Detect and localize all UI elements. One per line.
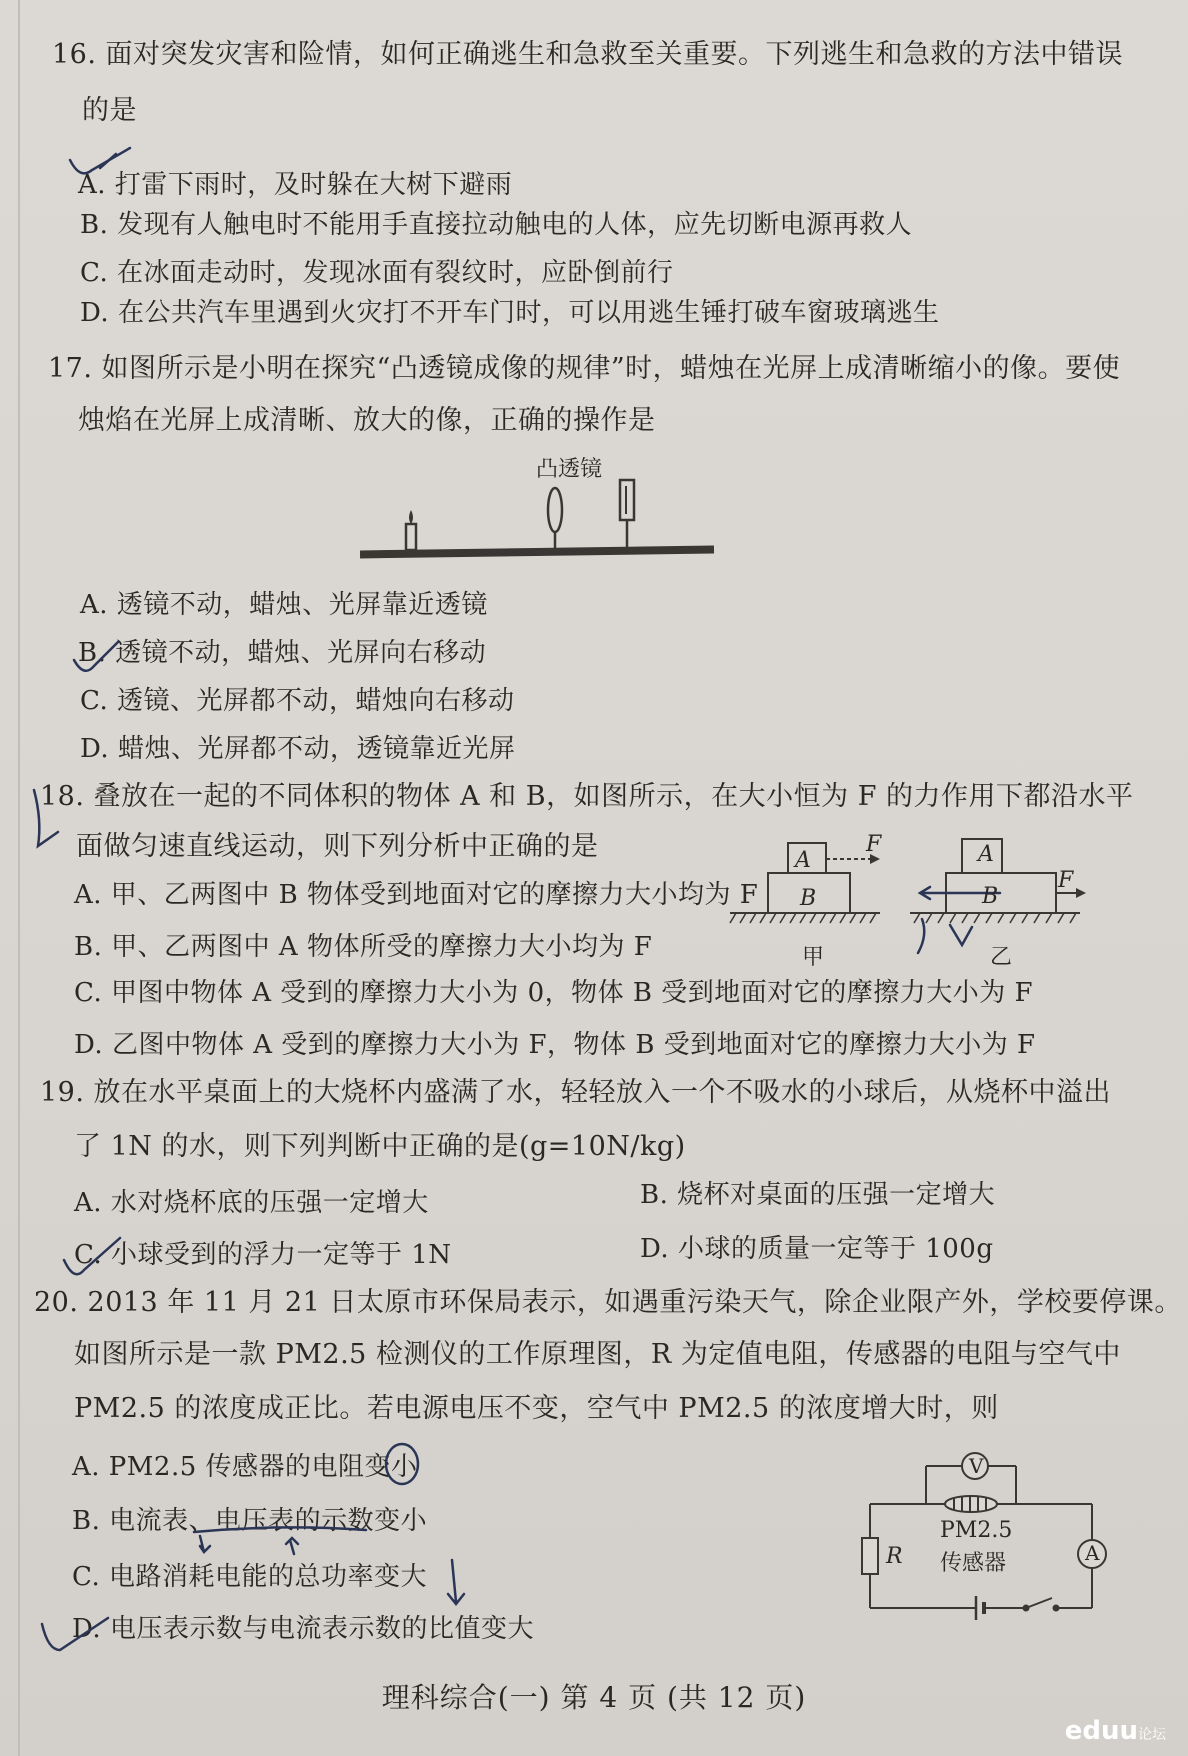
handwritten-arrow-q20c <box>442 1556 492 1616</box>
q16-option-b: B. 发现有人触电时不能用手直接拉动触电的人体，应先切断电源再救人 <box>80 210 913 240</box>
jia-force-label: F <box>866 832 882 857</box>
q19-stem-line1: 19. 放在水平桌面上的大烧杯内盛满了水，轻轻放入一个不吸水的小球后，从烧杯中溢出 <box>40 1077 1112 1108</box>
lens-label: 凸透镜 <box>536 457 603 482</box>
q19-option-a: A. 水对烧杯底的压强一定增大 <box>74 1188 429 1218</box>
q16-option-d: D. 在公共汽车里遇到火灾打不开车门时，可以用逃生锤打破车窗玻璃逃生 <box>80 298 940 328</box>
resistor-label: R <box>886 1544 903 1569</box>
q18-option-c: C. 甲图中物体 A 受到的摩擦力大小为 0，物体 B 受到地面对它的摩擦力大小为 F <box>74 978 1034 1008</box>
watermark-sub: 论坛 <box>1138 1727 1166 1743</box>
q18-option-d: D. 乙图中物体 A 受到的摩擦力大小为 F，物体 B 受到地面对它的摩擦力大小为 F <box>74 1030 1036 1060</box>
figure-yi-label: 乙 <box>990 945 1013 970</box>
yi-block-a-label: A <box>978 842 994 867</box>
ammeter-label: A <box>1085 1541 1100 1565</box>
q17-option-d: D. 蜡烛、光屏都不动，透镜靠近光屏 <box>80 734 516 764</box>
q18-option-a: A. 甲、乙两图中 B 物体受到地面对它的摩擦力大小均为 F <box>74 880 759 910</box>
q17-option-c: C. 透镜、光屏都不动，蜡烛向右移动 <box>80 686 515 716</box>
q20-option-b: B. 电流表、电压表的示数变小 <box>72 1506 428 1536</box>
q19-option-b: B. 烧杯对桌面的压强一定增大 <box>640 1180 996 1210</box>
yi-force-label: F <box>1058 868 1074 893</box>
q18-stem-line2: 面做匀速直线运动，则下列分析中正确的是 <box>76 831 599 862</box>
q20-option-d: D. 电压表示数与电流表示数的比值变大 <box>72 1614 534 1644</box>
q19-option-d: D. 小球的质量一定等于 100g <box>640 1234 994 1264</box>
page-fold-line <box>18 0 20 1756</box>
handwritten-check-q16 <box>60 140 260 200</box>
yi-block-b-label: B <box>982 884 999 909</box>
voltmeter-label: V <box>969 1454 984 1478</box>
q17-stem-line2: 烛焰在光屏上成清晰、放大的像，正确的操作是 <box>78 405 656 436</box>
jia-block-a-label: A <box>795 848 811 873</box>
q20-stem-line3: PM2.5 的浓度成正比。若电源电压不变，空气中 PM2.5 的浓度增大时，则 <box>74 1393 999 1424</box>
q20-option-c: C. 电路消耗电能的总功率变大 <box>72 1562 427 1592</box>
q20-stem-line1: 20. 2013 年 11 月 21 日太原市环保局表示，如遇重污染天气，除企业限产外，学校要停课。 <box>34 1287 1182 1318</box>
sensor-label-line2: 传感器 <box>940 1551 1007 1576</box>
q18-stem-line1: 18. 叠放在一起的不同体积的物体 A 和 B，如图所示，在大小恒为 F 的力作用下都沿水平 <box>40 781 1134 812</box>
q19-option-c: C. 小球受到的浮力一定等于 1N <box>74 1240 452 1270</box>
q18-option-b: B. 甲、乙两图中 A 物体所受的摩擦力大小均为 F <box>74 932 653 962</box>
handwritten-check-q17 <box>66 632 146 682</box>
watermark-main: eduu <box>1064 1716 1138 1746</box>
handwritten-check-q20 <box>38 1610 158 1670</box>
q16-option-a: A. 打雷下雨时，及时躲在大树下避雨 <box>78 170 513 200</box>
q20-option-a: A. PM2.5 传感器的电阻变小 <box>72 1452 418 1482</box>
site-watermark <box>1065 1716 1166 1746</box>
handwritten-check-q18 <box>28 780 68 860</box>
q19-stem-line2: 了 1N 的水，则下列判断中正确的是(g=10N/kg) <box>74 1131 686 1162</box>
q16-option-c: C. 在冰面走动时，发现冰面有裂纹时，应卧倒前行 <box>80 258 674 288</box>
q16-stem-line2: 的是 <box>82 95 137 126</box>
handwritten-underline-q20b <box>190 1510 450 1580</box>
jia-block-b-label: B <box>800 886 817 911</box>
handwritten-check-q19 <box>58 1232 158 1292</box>
figure-jia-label: 甲 <box>802 945 825 970</box>
q17-option-b: B. 透镜不动，蜡烛、光屏向右移动 <box>78 638 487 668</box>
q17-stem-line1: 17. 如图所示是小明在探究“凸透镜成像的规律”时，蜡烛在光屏上成清晰缩小的像。要使 <box>48 353 1121 384</box>
q17-option-a: A. 透镜不动，蜡烛、光屏靠近透镜 <box>80 590 488 620</box>
q16-stem-line1: 16. 面对突发灾害和险情，如何正确逃生和急救至关重要。下列逃生和急救的方法中错误 <box>52 39 1124 70</box>
sensor-label-line1: PM2.5 <box>940 1518 1013 1543</box>
page-footer: 理科综合(一) 第 4 页 (共 12 页) <box>381 1681 807 1714</box>
handwritten-circle-q20a <box>380 1440 440 1500</box>
q20-stem-line2: 如图所示是一款 PM2.5 检测仪的工作原理图，R 为定值电阻，传感器的电阻与空气中 <box>74 1339 1121 1370</box>
